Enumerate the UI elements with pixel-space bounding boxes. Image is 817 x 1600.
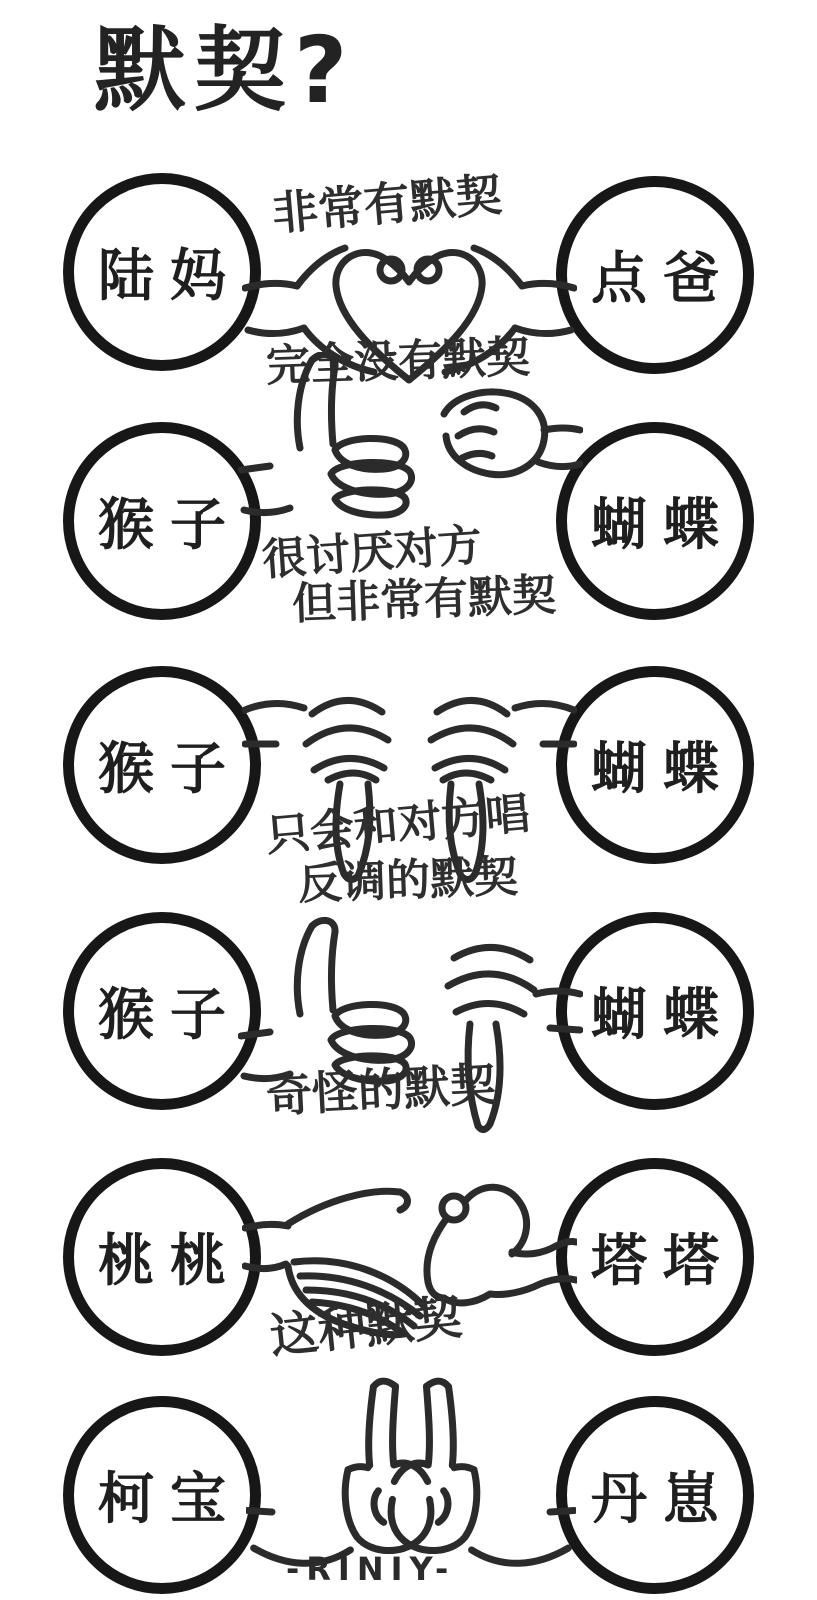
member-circle-right [556,422,754,620]
thumbs-up-icon [241,354,412,515]
member-name: 猴子 [98,983,242,1048]
member-circle-right [556,1158,754,1356]
member-circle-left [63,173,261,371]
caption-row-6: 这种默契 [267,1289,465,1365]
member-circle-left [63,912,261,1110]
caption-row-1: 非常有默契 [269,167,504,241]
caption-row-4-line1: 只会和对方唱 [264,788,532,862]
artist-signature: -RINIY- [286,1550,456,1588]
caption-row-5: 奇怪的默契 [264,1056,498,1123]
member-name: 蝴蝶 [591,737,735,802]
member-circle-right [556,912,754,1110]
member-name: 桃桃 [98,1229,242,1294]
member-circle-right [556,666,754,864]
page-title: 默契? [94,17,356,124]
member-name: 陆妈 [98,244,242,309]
member-name: 塔塔 [591,1229,735,1294]
member-name: 猴子 [98,737,242,802]
member-name: 柯宝 [98,1467,242,1532]
caption-row-4-line2: 反调的默契 [297,851,519,910]
caption-row-3-line2: 但非常有默契 [291,569,557,630]
member-circle-left [63,1396,261,1594]
member-circle-left [63,666,261,864]
member-name: 猴子 [98,493,242,558]
member-circle-right [556,1396,754,1594]
fist-icon [444,392,580,475]
member-name: 蝴蝶 [591,493,735,558]
caption-row-2: 完全没有默契 [265,331,531,392]
member-name: 蝴蝶 [591,983,735,1048]
member-name: 点爸 [591,247,735,312]
caption-row-3-line1: 很讨厌对方 [260,519,484,586]
member-circle-right [556,176,754,374]
member-name: 丹崽 [591,1467,735,1532]
member-circle-left [63,422,261,620]
member-circle-left [63,1158,261,1356]
